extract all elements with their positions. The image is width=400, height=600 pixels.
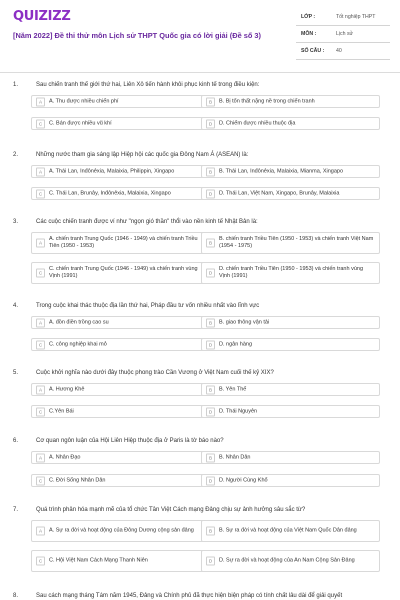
option-text: D. Người Cùng Khổ: [219, 477, 268, 483]
option-text: C. Đời Sống Nhân Dân: [49, 477, 106, 483]
question-text: Các cuộc chiến tranh được ví như "ngọn gió thần" thổi vào nền kinh tế Nhật Bản là:: [36, 219, 258, 225]
question-text: Cơ quan ngôn luận của Hội Liên Hiệp thuộc địa ở Paris là tờ báo nào?: [36, 438, 224, 444]
meta-row-class: [296, 11, 390, 26]
question-number: 6.: [13, 438, 19, 444]
option-letter-badge: B: [206, 167, 215, 176]
option-text: C. chiến tranh Trung Quốc (1946 - 1949) và chiến tranh vùng Vịnh (1991): [49, 266, 198, 279]
option-letter-badge: A: [36, 318, 45, 327]
option-letter-badge: B: [206, 239, 215, 248]
answer-option-a[interactable]: [31, 451, 210, 464]
option-text: A. Nhân Đạo: [49, 454, 81, 460]
answer-option-a[interactable]: [31, 165, 210, 178]
option-text: A. đồn điền trồng cao su: [49, 319, 109, 325]
option-text: C.Yên Bái: [49, 408, 74, 414]
question-number: 4.: [13, 303, 19, 309]
option-letter-badge: A: [36, 167, 45, 176]
option-text: B. giao thông vận tải: [219, 319, 270, 325]
answer-option-a[interactable]: [31, 95, 210, 108]
option-text: D. Chiếm được nhiều thuộc địa: [219, 120, 296, 126]
question-number: 1.: [13, 82, 19, 88]
document-header: [0, 0, 400, 68]
answer-option-c[interactable]: [31, 262, 210, 284]
option-letter-badge: D: [206, 119, 215, 128]
answer-option-b[interactable]: [201, 451, 380, 464]
answer-option-b[interactable]: [201, 383, 380, 396]
option-letter-badge: A: [36, 527, 45, 536]
meta-label-subject: MÔN :: [301, 31, 317, 37]
option-text: C. công nghiệp khai mỏ: [49, 341, 107, 347]
answer-option-a[interactable]: [31, 232, 210, 254]
meta-label-count: SỐ CÂU :: [301, 48, 325, 54]
answer-option-c[interactable]: [31, 550, 210, 572]
option-letter-badge: D: [206, 340, 215, 349]
option-letter-badge: D: [206, 189, 215, 198]
answer-option-d[interactable]: [201, 550, 380, 572]
option-text: D. ngân hàng: [219, 341, 253, 347]
answer-option-d[interactable]: [201, 262, 380, 284]
answer-option-a[interactable]: [31, 316, 210, 329]
answer-option-d[interactable]: [201, 117, 380, 130]
answer-option-d[interactable]: [201, 338, 380, 351]
option-letter-badge: C: [36, 557, 45, 566]
option-text: A. Thu được nhiều chiến phí: [49, 98, 119, 104]
meta-value-class: Tốt nghiệp THPT: [336, 14, 376, 20]
meta-row-count: [296, 45, 390, 60]
option-text: B. Sự ra đời và hoạt động của Việt Nam Quốc Dân đảng: [219, 527, 357, 534]
option-letter-badge: B: [206, 97, 215, 106]
meta-panel: [296, 11, 390, 62]
answer-option-b[interactable]: [201, 232, 380, 254]
option-text: A. Sự ra đời và hoạt động của Đông Dương cộng sản đảng: [49, 527, 194, 534]
option-text: C. Hội Việt Nam Cách Mạng Thanh Niên: [49, 557, 148, 564]
option-letter-badge: D: [206, 557, 215, 566]
option-text: B. Bị tổn thất nặng nề trong chiến tranh: [219, 98, 315, 104]
option-text: A. Thái Lan, Inđônêxia, Malaixia, Philippin, Xingapo: [49, 168, 175, 174]
option-letter-badge: A: [36, 453, 45, 462]
answer-option-c[interactable]: [31, 117, 210, 130]
answer-option-b[interactable]: [201, 520, 380, 542]
option-text: C. Thái Lan, Brunây, Inđônêxia, Malaixia, Xingapo: [49, 190, 171, 196]
meta-row-subject: [296, 28, 390, 43]
answer-option-d[interactable]: [201, 187, 380, 200]
question-text: Quá trình phân hóa mạnh mẽ của tổ chức Tân Việt Cách mạng Đảng chịu sự ảnh hưởng sâu sắc từ?: [36, 507, 306, 513]
option-text: B. Nhân Dân: [219, 454, 251, 460]
answer-option-d[interactable]: [201, 405, 380, 418]
option-letter-badge: B: [206, 527, 215, 536]
question-text: Sau cách mạng tháng Tám năm 1945, Đảng và Chính phủ đã thực hiện biện pháp có tính chất lâu dài để giải quyết: [36, 593, 343, 599]
option-text: B. chiến tranh Triều Tiên (1950 - 1953) và chiến tranh Việt Nam (1954 - 1975): [219, 236, 374, 249]
question-number: 7.: [13, 507, 19, 513]
option-letter-badge: C: [36, 189, 45, 198]
option-text: A. chiến tranh Trung Quốc (1946 - 1949) và chiến tranh Triều Tiên (1950 - 1953): [49, 236, 198, 249]
option-letter-badge: D: [206, 407, 215, 416]
option-letter-badge: B: [206, 318, 215, 327]
answer-option-b[interactable]: [201, 316, 380, 329]
option-letter-badge: C: [36, 476, 45, 485]
question-text: Trong cuộc khai thác thuộc địa lần thứ hai, Pháp đầu tư vốn nhiều nhất vào lĩnh vực: [36, 303, 260, 309]
answer-option-c[interactable]: [31, 187, 210, 200]
answer-option-b[interactable]: [201, 165, 380, 178]
quizizz-logo[interactable]: QUIZIZZ: [13, 9, 71, 24]
answer-option-c[interactable]: [31, 405, 210, 418]
option-letter-badge: B: [206, 453, 215, 462]
meta-label-class: LỚP :: [301, 14, 316, 20]
question-number: 8.: [13, 593, 19, 599]
question-text: Những nước tham gia sáng lập Hiệp hội các quốc gia Đông Nam Á (ASEAN) là:: [36, 152, 249, 158]
option-letter-badge: C: [36, 269, 45, 278]
answer-option-c[interactable]: [31, 474, 210, 487]
answer-option-b[interactable]: [201, 95, 380, 108]
option-text: B. Thái Lan, Inđônêxia, Malaixia, Mianma, Xingapo: [219, 168, 344, 174]
option-text: B. Yên Thế: [219, 386, 247, 392]
question-text: Sau chiến tranh thế giới thứ hai, Liên Xô tiến hành khôi phục kinh tế trong điều kiện:: [36, 82, 260, 88]
question-number: 3.: [13, 219, 19, 225]
option-letter-badge: A: [36, 97, 45, 106]
option-letter-badge: D: [206, 269, 215, 278]
option-letter-badge: A: [36, 239, 45, 248]
option-text: D. chiến tranh Triều Tiên (1950 - 1953) và chiến tranh vùng Vịnh (1991): [219, 266, 364, 279]
question-text: Cuộc khởi nghĩa nào dưới đây thuộc phong trào Cần Vương ở Việt Nam cuối thế kỷ XIX?: [36, 370, 274, 376]
option-letter-badge: C: [36, 340, 45, 349]
question-number: 2.: [13, 152, 19, 158]
answer-option-c[interactable]: [31, 338, 210, 351]
option-text: D. Thái Nguyên: [219, 408, 258, 414]
option-letter-badge: D: [206, 476, 215, 485]
option-letter-badge: C: [36, 119, 45, 128]
option-letter-badge: C: [36, 407, 45, 416]
option-text: D. Sự ra đời và hoạt động của An Nam Cộng Sản Đảng: [219, 557, 355, 564]
answer-option-d[interactable]: [201, 474, 380, 487]
question-number: 5.: [13, 370, 19, 376]
option-letter-badge: B: [206, 385, 215, 394]
option-text: C. Bán được nhiều vũ khí: [49, 120, 112, 126]
meta-value-count: 40: [336, 48, 342, 54]
answer-option-a[interactable]: [31, 383, 210, 396]
option-text: D. Thái Lan, Việt Nam, Xingapo, Brunây, Malaixia: [219, 190, 340, 196]
header-divider: [0, 72, 400, 73]
meta-value-subject: Lịch sử: [336, 31, 354, 37]
option-text: A. Hương Khê: [49, 386, 85, 392]
answer-option-a[interactable]: [31, 520, 210, 542]
page-title: [Năm 2022] Đề thi thử môn Lịch sử THPT Quốc gia có lời giải (Đề số 3): [13, 31, 261, 40]
option-letter-badge: A: [36, 385, 45, 394]
